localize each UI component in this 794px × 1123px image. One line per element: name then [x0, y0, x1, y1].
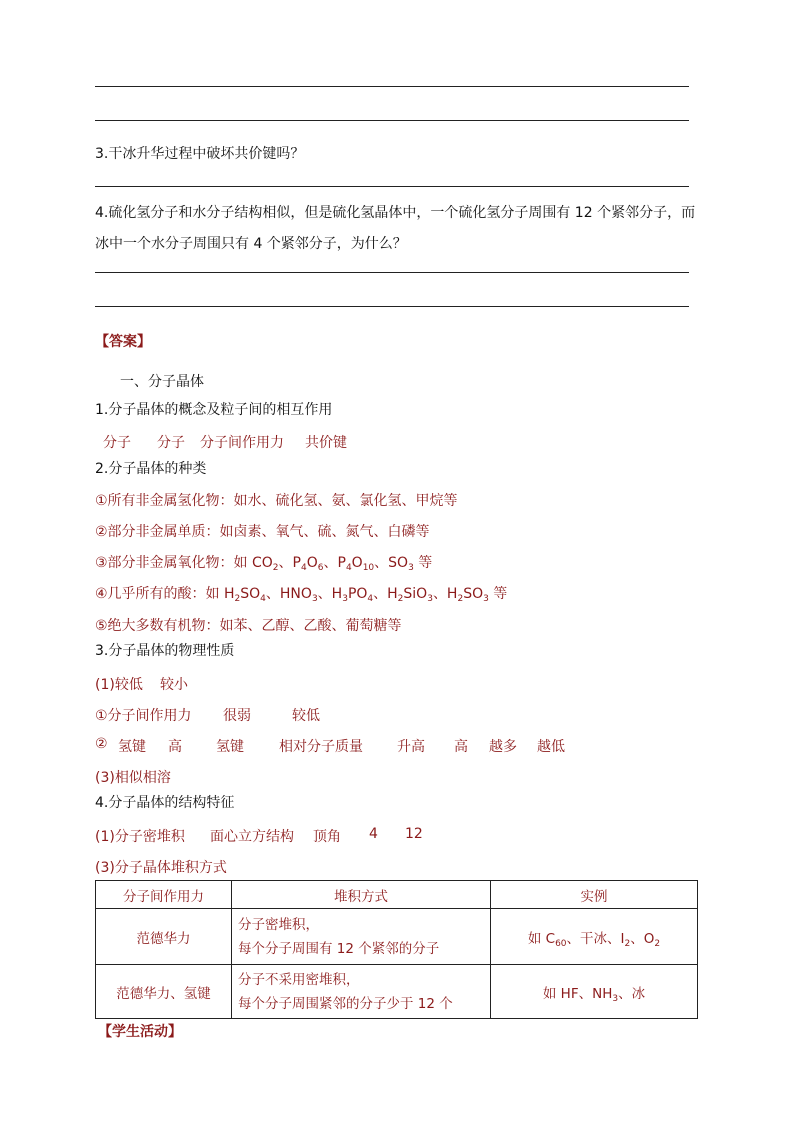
answer-line	[95, 186, 689, 187]
table-header: 堆积方式	[232, 881, 491, 909]
answer-value: 氢键	[216, 739, 244, 755]
answer-value: 分子	[103, 435, 131, 451]
answer-value: 分子间作用力	[200, 435, 284, 451]
table-cell-example: 如 $C_{60}$、干冰、$I_2$、$O_2$	[491, 909, 698, 965]
answer-heading: 【答案】	[95, 334, 151, 350]
stacking-text: 分子不采用密堆积，	[238, 971, 360, 988]
stacking-text: 每个分子周围紧邻的分子少于 12 个	[238, 995, 453, 1012]
stacking-text: 每个分子周围有 12 个紧邻的分子	[238, 940, 440, 957]
answer-value: 较低	[292, 708, 320, 724]
answer-value: 顶角	[313, 829, 341, 845]
table-cell-example: 如 HF、$NH_3$、冰	[491, 965, 698, 1019]
answer-value: 氢键	[118, 739, 146, 755]
kind-line-2: ②部分非金属单质：如卤素、氧气、硫、氮气、白磷等	[95, 524, 430, 540]
item-4-title: 4.分子晶体的结构特征	[95, 795, 235, 811]
item-3-title: 3.分子晶体的物理性质	[95, 643, 235, 659]
answer-value: 共价键	[305, 435, 347, 451]
answer-line	[95, 86, 689, 87]
stacking-text: 分子密堆积，	[238, 916, 319, 933]
question-4-line2: 冰中一个水分子周围只有 4 个紧邻分子，为什么？	[95, 236, 407, 252]
answer-value: ②	[95, 736, 108, 752]
answer-value: 升高	[397, 739, 425, 755]
kind-line-1: ①所有非金属氢化物：如水、硫化氢、氨、氯化氢、甲烷等	[95, 493, 458, 509]
table-header: 实例	[491, 881, 698, 909]
table-row	[96, 909, 698, 965]
answer-line	[95, 306, 689, 307]
answer-value: 很弱	[223, 708, 251, 724]
answer-value: 4	[369, 826, 378, 842]
answer-line	[95, 120, 689, 121]
structure-line-2: (3)分子晶体堆积方式	[95, 860, 227, 876]
answer-line	[95, 272, 689, 273]
kind-line-3: ③部分非金属氧化物：如 $CO_2$、$P_4O_6$、$P_4O_{10}$、$SO_3$ 等	[95, 555, 433, 573]
table-row	[96, 965, 698, 1019]
table-cell-stacking	[232, 909, 491, 965]
kind-line-4: ④几乎所有的酸：如 $H_2SO_4$、$HNO_3$、$H_3PO_4$、$H_2SiO_3$、$H_2SO_3$ 等	[95, 586, 508, 604]
answer-value: (1)分子密堆积	[95, 829, 185, 845]
answer-value: 越多	[489, 739, 517, 755]
property-line-4: (3)相似相溶	[95, 770, 171, 786]
answer-value: ①分子间作用力	[95, 708, 192, 724]
table-cell-force: 范德华力	[96, 909, 232, 965]
question-3: 3.干冰升华过程中破坏共价键吗？	[95, 146, 305, 162]
answer-value: 高	[168, 739, 182, 755]
question-4-line1: 4.硫化氢分子和水分子结构相似，但是硫化氢晶体中，一个硫化氢分子周围有 12 个紧邻分子，而	[95, 205, 696, 221]
table-cell-stacking	[232, 965, 491, 1019]
student-activity-heading: 【学生活动】	[98, 1024, 182, 1040]
table-header-row	[96, 881, 698, 909]
answer-value: 越低	[537, 739, 565, 755]
answer-value: 分子	[157, 435, 185, 451]
table-cell-force: 范德华力、氢键	[96, 965, 232, 1019]
table-header: 分子间作用力	[96, 881, 232, 909]
answer-value: 相对分子质量	[279, 739, 363, 755]
answer-value: 12	[405, 826, 423, 842]
answer-value: 高	[454, 739, 468, 755]
item-1-title: 1.分子晶体的概念及粒子间的相互作用	[95, 402, 333, 418]
kind-line-5: ⑤绝大多数有机物：如苯、乙醇、乙酸、葡萄糖等	[95, 618, 402, 634]
answer-value: 面心立方结构	[210, 829, 294, 845]
section-title: 一、分子晶体	[120, 374, 204, 390]
stacking-table	[95, 880, 698, 1019]
item-2-title: 2.分子晶体的种类	[95, 461, 207, 477]
answer-value: (1)较低	[95, 677, 143, 693]
answer-value: 较小	[160, 677, 188, 693]
